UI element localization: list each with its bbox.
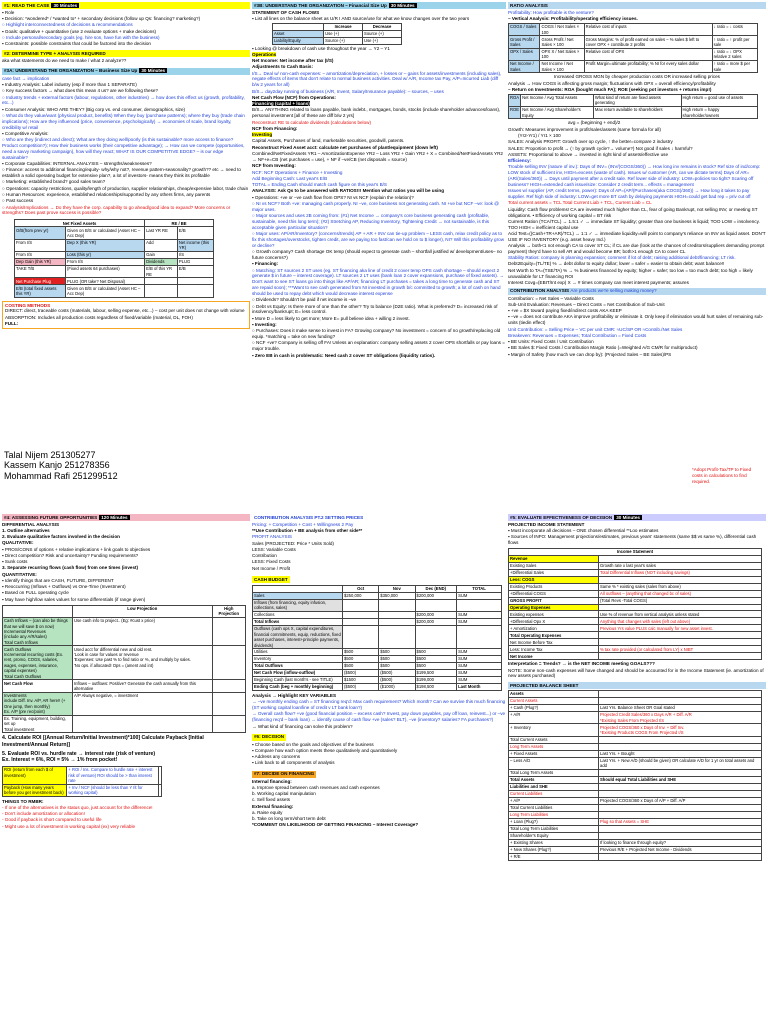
table-row: + A/R Projected Credit Sales/360 x Days A/R + Diff. A/R *Existing Sales From Projected I/S (509, 712, 762, 724)
nfa-heading: Net Fixed Assets (15, 220, 145, 227)
col-bottom-middle (252, 514, 506, 1022)
table-row: TAKE T/B (Fixed assets 64 purchases) E/B of this YR RE E/B (15, 265, 214, 277)
table-row: Long Term Assets (509, 743, 762, 750)
costing-heading: COSTING METHODS (5, 302, 51, 308)
table-row: + Existing Shares If looking to finance through equity? (509, 839, 762, 846)
table-row: Collections $200,000 SUM (253, 612, 502, 619)
table-row: GROSS PROFIT (Total Revs -Total COGS) (509, 597, 762, 604)
balance-sheet-table (508, 690, 762, 860)
table-row: Liability/Equity Source (+) Use (+) (273, 37, 402, 44)
projected-is-heading: PROJECTED INCOME STATEMENT (508, 521, 585, 527)
col-bottom-right: #5: EVALUATE EFFECTIVENESS OF DECISION 30 Minutes PROJECTED INCOME STATEMENT ▪ Must incorporate all decisions – ONE chosen differential **Loo estimates ▪ Sources of INFO: Management projections/estimates, previous years' statements (same $$ vs same %), differential cash flows Income Statement Revenue Existing Sales Growth rate x last year's sales +Differential Sales Total Differential Inflows (NOT including savings) Less: COGS Existing Products Same % * existing sales (sales from above) +Differential COGS All outflows – (anything that changed bc of sales) GROSS PROFIT (Total Revs -Total COGS) Operating Expenses Existing expenses Use % of revenue from vertical analysis unless stated +Differential Opx X Anything that changes with sales (left out above) + Amortization Previous Yrs value PLUS calc manually for new asset invest. Total Operating Expenses Net Income Before Tax Less: Income Tax % tax rate provided (or calculated from LY) x NIBT Net Income Interpretation = Trends? → is the NET INCOME meeting GOALS??? NOTE: Some non-cash expenses will have changed and should be accounted for in the Income Statement (ie. amortization of new assets purchased) PROJECTED BALANCE SHEET Assets Current Assets + Cash (Plug?) Last Yrs. Balance Sheet OR Goal stated + A/R Projected Credit Sales/360 x Days A/R + Diff. A/R *Existing Sales From Projected I/S + Inventory Projected COGS/360 x Days of Inv. + Diff Inv. *Existing Products COGS From Projected I/S Total Current Assets Long Term Assets + Fixed Assets Last Yrs. + Bought – Less A/D Last Yrs. + New A/D (should be given) OR calculate A/D for 1 yr on total assets and add Total Long Term Assets Total Assets Should equal Total Liabilities and SHE Liabilities and SHE Current Liabilities + A/P Projected COGS/360 x Days of A/P + Diff. A/P Total Current Liabilities Long Term Liabilities + Loan (Plug?) Plug so that Assets = SHE Total Long Term Liabilities Shareholder's Equity + Existing Shares If looking to finance through equity? + New Shares (Plug?) Previous R/E + Projected Net Income - Dividends + R/E (508, 514, 766, 1022)
table-row: From I/S Dep X (this YR) Add Net income (this YR) (15, 239, 214, 251)
table-row: Existing expenses Use % of revenue from vertical analysis unless stated (509, 611, 762, 618)
table-row: Less: Income Tax % tax rate provided (or calculated from LY) x NIBT (509, 646, 762, 653)
table-row: Sales $250,000 $350,000 $200,000 SUM (253, 592, 502, 599)
table-row: Cash Inflows – (can also be things that we will save $ on now) Incremental Revenues (include any A/R/sales) Total Cash Inflows Use cash info to project.. (Eg: #cust x price) (3, 617, 246, 645)
section-7-heading: #7: DECIDE ON FINANCING (254, 771, 315, 777)
scf-heading: STATEMENT OF CASH FLOWS (252, 9, 320, 15)
table-row: Utilities $500 $500 $500 SUM (253, 649, 502, 656)
table-row: Total Operating Expenses (509, 632, 762, 639)
table-row: + Inventory Projected COGS/360 x Days of Inv. + Diff Inv. *Existing Products COGS From Projected I/S (509, 724, 762, 736)
table-row: Existing Products Same % * existing sales (sales from above) (509, 583, 762, 590)
differential-table: Low Projection High Projection Cash Inflows – (can also be things that we will save $ on now) Incremental Revenues (include any A/R/sales) Total Cash Inflows Use cash info to project.. (Eg: #cust x price) Cash Outflows Incremental recurring costs (Ex. rent, promo, COGS, salaries, wages, expenses, insurance, capital expenses) Total Cash Outflows Used acct for differential new and old rent. 'Look in case for values or revenue 'Expenses: Use past % to find ratio or %, and multiply by sales. 'No ops. if allocated! Ops = (ament and int) Net Cash Flow Inflows – outflows: Positive? Generate the cash annually from this alternative Investments include Diff. Inv. A/P, AR here!! (+ One jump, then monthly) Ex. A/P (pre rec/point) A/P Always negative, = investment Ex. Training, equipment, building, set up Total investment (2, 605, 246, 734)
col-top-left (2, 2, 250, 502)
table-row: + Fixed Assets Last Yrs. + Bought (509, 750, 762, 757)
col-bottom-left: #4: ASSESSING FUTURE OPPORTUNITIES 120 Minutes DIFFERENTIAL ANALYSIS 1. Outline alternatives 2. Evaluate qualitative factors involved in the decision QUALITATIVE: ▪ PROS/CONS of options + relative implications + link goals to objectives ▪ Direct competition? Risk and uncertainty? Funding requirements? ▪ Sunk costs 3. Separate recurring flows (cash flow) from one times (invest) QUANTITATIVE: ▪ Identify things that are CASH, FUTURE, DIFFERENT ▪ Reoccurring (Inflows + Outflows) vs One-Time (Investment) ▪ Based on FULL operating cycle ▪ May have high/low sales values for some differentials (if range given) Low Projection High Projection Cash Inflows – (can also be things that we will save $ on now) Incremental Revenues (include any A/R/sales) Total Cash Inflows Use cash info to project.. (Eg: #cust x price) Cash Outflows Incremental recurring costs (Ex. rent, promo, COGS, salaries, wages, expenses, insurance, capital expenses) Total Cash Outflows Used acct for differential new and old rent. 'Look in case for values or revenue 'Expenses: Use past % to find ratio or %, and multiply by sales. 'No ops. if allocated! Ops = (ament and int) Net Cash Flow Inflows – outflows: Positive? Generate the cash annually from this alternative Investments include Diff. Inv. A/P, AR here!! (+ One jump, then monthly) Ex. A/P (pre rec/point) A/P Always negative, = investment Ex. Training, equipment, building, set up Total investment 4. Calculate ROI [(Annual Return/Initial Investment)*100] Calculate Payback [Initial Investment/Annual Return)] 5. Evaluate ROI vs. hurdle rate → interest rate (risk of venture) Ex. Interest = 6%, ROI = 5% → 1% from pocket! ROI (return from each $ of investment) + ROI / Ins. Compare to hurdle rate + interest risk of venture) ROI should be > than interest rate Payback (How many years before you get investment back) + Inv / NCF (should be less than Y Ilt for working capital) THINGS TO RMBR: - If one of the alternatives is the status quo, just account for the difference! - Don't include amortization or allocation! - Good if payback is short compared to useful life - Might use a lot of investment in working capital (ex) very reliable (2, 514, 250, 1022)
section-5-heading: #5: EVALUATE EFFECTIVENESS OF DECISION 30 Minutes (508, 514, 766, 521)
table-row: – Less A/D Last Yrs. + New A/D (should be given) OR calculate A/D for 1 yr on total assets and add (509, 757, 762, 769)
table-row: Payback (How many years before you get investment back) + Inv / NCF (should be less than Y Ilt for working capital) (3, 784, 162, 796)
ratio-body: Growth: Measures improvement in profit/sales/assets (same formula for all) (Yr2-Yr1) / Yr1 × 100 SALES: Analysis PROFIT: Growth over op cycle, ↑ the better=compare 2 industry SALES: Proportion to profit → (↑ by growth cycle?→ volume?) Not good if sales ↓ harmful? ASSETS: Proportional to above → invested in right kind of assets/effective use Efficiency: Trouble selling INV (nature of inv.): Days of INV= (INV/(COGS/360)) → How long inv remains in stock? Ref size of ind/comp: LOW stock of sufficient inv, HIGH=excess (waste of cash). Issues w/ customer (AR, can we dictate terms) Days of AR= (AR/(Sales/360)) → Days until payment after a credit sale. Ref lower side of industry: LOW=policies too tight? Scaring off business? HIGH=extended cash issue/size: Consider 2 credit term... effects = management Issues w/ supplier (AP, credit terms, power): Days of AP=(AP/(Purchases(aka COGS)/360)) → How long it takes to pay supplier. Ref high side of industry: LOW=get more BT cash by delaying payments HIGH=could get bad rep = priv cut off Total current assets = TCL Total Current Liab + TCL, Current Liab = CL Liquidity: Cash flow problems! CA are invested much higher than CL, fear of going Bankrupt, not selling INV, or meeting ST obligations. • Efficiency of working capital = BT risk Current Ration (TCA/TCL) → 1.5:1 ✓ → immediate ST liquidity; greater than one business is liquid; TOO LOW = insolvency. TOO HIGH = inefficient capital use Acid Test=((Cash+TR+AR)/TCL) → 1:1 ✓ → immediate liquidity=will point to company's reliance on INV as liquid asset. DON'T USE IF NO INVENTORY (e.g. asset heavy Ind.) Analysis → both<1 not enough CA to cover ST CL; if CL are due (look at the chances of creditors/suppliers demanding prompt payment) they'd have to sell AR and would become BR; both>1 enough CA to cover CL Stability Ratios: company is planning expansion; comment if lot of debt; raising additional debt/financing; LT risk. Debt2Equity=(TL/TE) % → debt dollar to equity dollar; lower = safer = easier to obtain debt; want balance!! Net Worth to TA=(TSE/TA) % → % business financed by equity; higher = safer; too low = too much debt; too high = likely unavailable for LT financing ROI Interest Covg=(EBIT/Int exp) X → # times company can meet interest payments; assures (508, 126, 766, 285)
table-row: ROI (return from each $ of investment) + ROI / Ins. Compare to hurdle rate + interest risk of venture) ROI should be > than interest rate (3, 766, 162, 784)
section-3a-body: case fact → implication ▪ Industry Analysis: Label industry (esp if more than 1 SEPARATE) ○ Key success factors → what does this mean 4 us? are we following these? ○ Industry trends + external factors (labour, regulations, other industries) → how does this effect us (growth, profitability, etc...) ▪ Consumer Analysis: WHO ARE THEY? (Big corp vs. end consumer, demographics, size) ○ What do they value/want (physical product, benefits) When they buy (purchase patterns); where they buy (trade chain implications); How are they influenced (price, convenience, psychologically) → economies of scale, brand loyalty, credibility w/ retail ▪ Competitive Analysis: ○ Who are they (indirect and direct); What are they doing well/poorly (is this sustainable? more access to finance? Product competition?); How their business works (their competitive advantage); → How can we compete (opportunities, need a savvy marketing campaign), how will they react; WHAT IS OUR COMPETITIVE EDGE? – is our edge sustainable? ▪ Corporate Capabilities: INTERNAL ANALYSIS – strengths/weaknesses? ○ Finance: access to additional financing/equity- why/why not?, revenue pattern-seasonality? growth?? etc → need to establish a solid operating budget for extensive plan?, a lot of investors- means they think its profitable ○ Marketing: established brand? good sales team? ○ Operations: capacity restrictions, quality/length of production, supplier relationships, cheap/expensive labor, trade chain ○ Human Resources: experience, established relationships/supported by any others firms, any parents ○ Past success ○ Analysis/Implications → Do they have the corp. capability to go ahead/good idea to expand? More concerns or strengths? Does past prove success is possible? (2, 75, 249, 216)
table-row: + A/P Projected COGS/360 x Days of A/P + Diff. A/P (509, 797, 762, 804)
table-row: Dep Gain (this YR) From I/S Dividends PLUG (15, 258, 214, 265)
section-2-text: aka what statements do we need to make / what 2 analyze?? (2, 57, 127, 63)
differential-analysis-heading: DIFFERENTIAL ANALYSIS (2, 521, 60, 527)
table-row: OPX / Sales OPX X / Net Sales × 100 Relative cost of OPX ↓ ratio = ↓ OPX relative 2 sales (509, 48, 758, 60)
table-row: +Differential COGS All outflows – (anything that changed bc of sales) (509, 590, 762, 597)
contribution-pt2-body: Pricing: + Competition + Cost + Willingness 2 Pay **Use Contribution + BE analysis from other side** PROFIT ANALYSIS Sales (PROJECTED: Price * Units Sold) LESS: Variable Costs Contribution LESS: Fixed Costs Net Income / Profit (252, 521, 363, 571)
table-row: From I/S Loss (this yr) Gain I/S (15, 251, 214, 258)
costing-methods-box: COSTING METHODS DIRECT: direct, traceable costs (materials, labour, selling expense, etc...) – cost per unit does not change with volume ABSORPTION: Includes all production costs regardless of fixed/variable (material, DL, FOH) FULL: (2, 301, 250, 330)
things-to-remember-heading: THINGS TO RMBR: (2, 799, 44, 805)
roi-payback-table (2, 766, 162, 797)
table-row: Total Inflows $200,000 SUM (253, 619, 502, 626)
cash-budget-table: Oct Nov Dec (END) TOTAL Sales $250,000 $350,000 $200,000 SUM Inflows (from financing, equity infusion, collections, sales) Collections $200,000 SUM Total Inflows $200,000 SUM Outflows (cash ops X, capital expenditures, financial commitments, equip, reductions, fixed asset purchases, interest+principle payments, dividends) Utilities $500 $500 $500 SUM Inventory $500 $500 $500 SUM Total Outflows $500 $500 $500 SUM Net Cash Flow (inflow-outflow) ($500) ($500) $199,500 SUM Beginning Cash (last month's - see TITLE) $1500 ($500) $199,000 SUM Ending Cash (beg + monthly beginning) ($500) ($1000) $198,500 Last Month (252, 585, 502, 691)
section-6-heading: #6: DECISION (254, 734, 285, 740)
table-row: Beginning Cash (last month's - see TITLE) $1500 ($500) $199,000 SUM (253, 677, 502, 684)
ratio-analysis-heading: RATIO ANALYSIS (508, 2, 766, 9)
table-row: + Amortization Previous Yrs value PLUS calc manually for new asset invest. (509, 625, 762, 632)
section-6-body: ▪ Choose based on the goals and objectives of the business ▪ Compare how each option meets these qualitatively and quantitatively ▪ Address any concerns ▪ Link back to all components of analysis (252, 741, 398, 766)
table-row: Assets (509, 691, 762, 698)
table-row: Operating Expenses (509, 604, 762, 611)
table-row: Gross Profit / Sales Gross Profit / Net Sales × 100 Gross Margins: % of profit earned on sales – % sales $ left to cover OPX + contribute 2 profits ↑ ratio = ↑ profit per sale (509, 36, 758, 48)
section-3b-heading: #3B: UNDERSTAND THE ORGANIZATION – Financial Size Up 30 Minutes (252, 2, 506, 9)
author-name: Kassem Kanjo 251278356 (4, 460, 110, 471)
table-row: Ex. Training, equipment, building, set up Total investment (3, 715, 246, 733)
scf-body: ▪ Looking @ breakdown of cash use throughout the year → Y2 – Y1 Operations Net Income: Net income after tax (I/S) Adjustments to Cash Basis: I/S→ Deal w/ non-cash expenses: – amortization/depreciation, + losses or – gains for assets/investments (including sales), negate effects of items that don't relate to normal business activities. Deal w/ A/R, Income tax Pay, A/P=Incurred Liab (diff b/w 2 years for all) B/S→ day2day running of business (A/R, Invent, Salary/Insurance payable): – sources, – uses Net Cash Flow (NCF) from Operations: Financing (capital + loans) B/S→ ANYTHING related to loans payable, bank indebt., mortgages, bonds, stocks (include shareholder advances/loans), personal investment [all of these are diff b/w 2 yrs] Reconstruct RE to calculate dividends (calculations below) NCF from Financing: Investing Capital Assets, Purchases of land, marketable securities, goodwill, patents. Reconstruct Fixed Asset acct: calculate net purchases of plant/equipment (down left) Combined/NetFixedAssets YR1 – AmortizationExpense YR2 – Loss YR2 + Gain YR2 + X = Combined/NetFixedAssets YR2 → NF+e=CB (net purchases = use), + NF if –ve/CB (net disposals = source) NCF from Investing: NCF: NCF Operations + Finance + Investing Add Beginning Cash: Last year's E/B TOTAL = Ending Cash should match cash figure on this year's B/S ANALYSIS: Ask Qs to be answered with RATIOS!!! Mention what ratios you will be using ▪ Operations: +ve or –ve cash flow from OPS? NI vs NCF (explain the relation)? ○ NI vs NCF? Both +ve: managing cash properly. NI –ve, core business not generating cash. NI +ve but NCF –ve: look @ major uses. ○ Major sources and uses 2B coming from: (#1) Net Income → company's core business generating cash (profitable, sustainable, need this long term); (#2) Stretching AP, Reducing Inventory, Tightening Credit → not sustainable, is this acceptable given particular situation? ○ Major uses: AP/AR/Inventory? (concerns/trends) AP + AR + INV can tie-up problem – LESS cash, relax credit policy as to fix this shortages/overstocks, tighten credit, are we paying too fast/can we hold on to $ longer), NI? Will this profitability grow or decline? ○ Growth company? Cash shortage OK temp (should expect to generate cash – shortfall justified w/ development/uses– no future concerns?) ▪ Financing: ○ Matching: ST sources 2 ST uses (eg. ST financing aka line of credit 2 cover temp OPS cash shortage – should expect 2 generate $ in future – interest coverage). LT sources 2 LT uses (bank loan 2 cover expansions, purchase of fixed assets). → Don't want to see ST loans go into things like AP/AR; financing LT purchases = takes a long time to generate cash and ST are repaid soon); ***Want to see cash generated from NI invested in growth b/c committed to growth; a lot of cash on hand should be used to repay debt which would decrease interest expense ○ Dividends? Shouldn't be paid if net income is –ve ○ Debt vs Equity: Is there more of one than the other? Try to balance (D2E ratio). What is preferred? D= increased risk of insolvency/bankrupt; E= less control. ▪ More D = less likely to get more; More E= pull believe idea + willing 2 invest. ▪ Investing: ○ Purchases: Does it make sense to invest in FA? Growing company? No investment = concern of no growth/replacing old equip. *matching = take on new funding? ○ NCF +ve? Company is selling off FA! Unless an explanation: company selling assets 2 cover OPS shortfalls or pay loans = major trouble. ▪ Zero EB in cash is problematic: Need cash 2 cover ST obligations (liquidity ratios). (252, 45, 505, 358)
table-row: ROA Net Income / Avg Total Assets What kind of return are fixed assets generating High return = good use of assets (509, 94, 758, 106)
table-row: Total Assets Should equal Total Liabilities and SHE (509, 776, 762, 783)
table-row: Net Income / Sales Net Income / Net Sales × 100 Profit Margin=ultimate profitability; % NI for every sales dollar ↑ ratio = more $ per sale (509, 61, 758, 73)
table-row: Current Assets (509, 698, 762, 705)
table-row: Ending Cash (beg + monthly beginning) ($500) ($1000) $198,500 Last Month (253, 684, 502, 691)
table-row: Revenue (509, 555, 762, 562)
cash-budget-heading: CASH BUDGET (254, 576, 288, 582)
roi-ratio-table (508, 94, 758, 120)
table-row: Less: COGS (509, 576, 762, 583)
table-row: Net Income (509, 653, 762, 660)
table-row: + New Shares (Plug?) Previous R/E + Projected Net Income - Dividends (509, 846, 762, 853)
table-row: Total Long Term Assets (509, 770, 762, 777)
income-statement-table: Income Statement Revenue Existing Sales Growth rate x last year's sales +Differential Sales Total Differential Inflows (NOT including savings) Less: COGS Existing Products Same % * existing sales (sales from above) +Differential COGS All outflows – (anything that changed bc of sales) GROSS PROFIT (Total Revs -Total COGS) Operating Expenses Existing expenses Use % of revenue from vertical analysis unless stated +Differential Opx X Anything that changes with sales (left out above) + Amortization Previous Yrs value PLUS calc manually for new asset invest. Total Operating Expenses Net Income Before Tax Less: Income Tax % tax rate provided (or calculated from LY) x NIBT Net Income (508, 548, 762, 661)
table-row: Net Income Before Tax (509, 639, 762, 646)
table-row: Liabilities and SHE (509, 783, 762, 790)
section-1-body: ▪ Role ▪ Decision: *wondered* / *wanted to* + secondary decisions (follow up Qs: financing? marketing?) ○ Highlight interconnectedness of decisions & recommendations ▪ Goals: qualitative + quantitative (use 2 evaluate options + make decisions) ○ Include personal/secondary goals (eg. hire son, have fun with the business) ▪ Constraints: possible constraints that could be factored into the decision (2, 9, 201, 47)
table-row: Total Outflows $500 $500 $500 SUM (253, 663, 502, 670)
table-row: Total Long Term Liabilities (509, 825, 762, 832)
col-top-middle: #3B: UNDERSTAND THE ORGANIZATION – Financial Size Up 30 Minutes STATEMENT OF CASH FLOWS ▪ List all lines on the balance sheet as U/R I AND source/use for what we know changes over the two years Increase Decrease Asset Use (+) Source (+) Liability/Equity Source (+) Use (+) ▪ Looking @ breakdown of cash use throughout the year → Y2 – Y1 Operations Net Income: Net income after tax (I/S) Adjustments to Cash Basis: I/S→ Deal w/ non-cash expenses: – amortization/depreciation, + losses or – gains for assets/investments (including sales), negate effects of items that don't relate to normal business activities. Deal w/ A/R, Income tax Pay, A/P=Incurred Liab (diff b/w 2 years for all) B/S→ day2day running of business (A/R, Invent, Salary/Insurance payable): – sources, – uses Net Cash Flow (NCF) from Operations: Financing (capital + loans) B/S→ ANYTHING related to loans payable, bank indebt., mortgages, bonds, stocks (include shareholder advances/loans), personal investment [all of these are diff b/w 2 yrs] Reconstruct RE to calculate dividends (calculations below) NCF from Financing: Investing Capital Assets, Purchases of land, marketable securities, goodwill, patents. Reconstruct Fixed Asset acct: calculate net purchases of plant/equipment (down left) Combined/NetFixedAssets YR1 – AmortizationExpense YR2 – Loss YR2 + Gain YR2 + X = Combined/NetFixedAssets YR2 → NF+e=CB (net purchases = use), + NF if –ve/CB (net disposals = source) NCF from Investing: NCF: NCF Operations + Finance + Investing Add Beginning Cash: Last year's E/B TOTAL = Ending Cash should match cash figure on this year's B/S ANALYSIS: Ask Qs to be answered with RATIOS!!! Mention what ratios you will be using ▪ Operations: +ve or –ve cash flow from OPS? NI vs NCF (explain the relation)? ○ NI vs NCF? Both +ve: managing cash properly. NI –ve, core business not generating cash. NI +ve but NCF –ve: look @ major uses. ○ Major sources and uses 2B coming from: (#1) Net Income → company's core business generating cash (profitable, sustainable, need this long term); (#2) Stretching AP, Reducing Inventory, Tightening Credit → not sustainable, is this acceptable given particular situation? ○ Major uses: AP/AR/Inventory? (concerns/trends) AP + AR + INV can tie-up problem – LESS cash, relax credit policy as to fix this shortages/overstocks, tighten credit, are we paying too fast/can we hold on to $ longer), NI? Will this profitability grow or decline? ○ Growth company? Cash shortage OK temp (should expect to generate cash – shortfall justified w/ development/uses– no future concerns?) ▪ Financing: ○ Matching: ST sources 2 ST uses (eg. ST financing aka line of credit 2 cover temp OPS cash shortage – should expect 2 generate $ in future – interest coverage). LT sources 2 LT uses (bank loan 2 cover expansions, purchase of fixed assets). → Don't want to see ST loans go into things like AP/AR; financing LT purchases = takes a long time to generate cash and ST are repaid soon); ***Want to see cash generated from NI invested in growth b/c committed to growth; a lot of cash on hand should be used to repay debt which would decrease interest expense ○ Dividends? Shouldn't be paid if net income is –ve ○ Debt vs Equity: Is there more of one than the other? Try to balance (D2E ratio). What is preferred? D= increased risk of insolvency/bankrupt; E= less control. ▪ More D = less likely to get more; More E= pull believe idea + willing 2 invest. ▪ Investing: ○ Purchases: Does it make sense to invest in FA? Growing company? No investment = concern of no growth/replacing old equip. *matching = take on new funding? ○ NCF +ve? Company is selling off FA! Unless an explanation: company selling assets 2 cover OPS shortfalls or pay loans = major trouble. ▪ Zero EB in cash is problematic: Need cash 2 cover ST obligations (liquidity ratios). (252, 2, 505, 358)
contribution-heading: CONTRIBUTION ANALYSIS Are products we're selling making money? (508, 288, 766, 295)
section-3a-heading: #3A: UNDERSTAND THE ORGANIZATION – Business Size Up 30 Minutes (2, 68, 250, 75)
table-row: Investments include Diff. Inv. A/P, AR here!! (+ One jump, then monthly) Ex. A/P (pre rec/point) A/P Always negative, = investment (3, 692, 246, 715)
table-row: Inflows (from financing, equity infusion, collections, sales) (253, 599, 502, 611)
author-name: Talal Nijem 251305277 (4, 450, 96, 460)
table-row: + Cash (Plug?) Last Yrs. Balance Sheet OR Goal stated (509, 705, 762, 712)
col-top-right: RATIO ANALYSIS Profitability: How profitable is the venture? – Vertical Analysis: Profitability/operating efficiency issues. COGS / Sales COGS / Net Sales × 100 Relative cost of inputs ↓ ratio = ↓ costs Gross Profit / Sales Gross Profit / Net Sales × 100 Gross Margins: % of profit earned on sales – % sales $ left to cover OPX + contribute 2 profits ↑ ratio = ↑ profit per sale OPX / Sales OPX X / Net Sales × 100 Relative cost of OPX ↓ ratio = ↓ OPX relative 2 sales Net Income / Sales Net Income / Net Sales × 100 Profit Margin=ultimate profitability; % NI for every sales dollar ↑ ratio = more $ per sale Increased GROSS MGN by cheaper production costs OR increased selling prices Analysis → How COGS is affecting gross margin; fluctuations with OPX = overall efficiency/profitability – Return on Investments: ROA (bought much FA); ROE (seeking pot investors + returns imp!) ROA Net Income / Avg Total Assets What kind of return are fixed assets generating High return = good use of assets ROE Net Income / Avg Shareholder's Equity Max return available to shareholders High return = happy shareholder/owners avg = (beginning + end)/2 Growth: Measures improvement in profit/sales/assets (same formula for all) (Yr2-Yr1) / Yr1 × 100 SALES: Analysis PROFIT: Growth over op cycle, ↑ the better=compare 2 industry SALES: Proportion to profit → (↑ by growth cycle?→ volume?) Not good if sales ↓ harmful? ASSETS: Proportional to above → invested in right kind of assets/effective use Efficiency: Trouble selling INV (nature of inv.): Days of INV= (INV/(COGS/360)) → How long inv remains in stock? Ref size of ind/comp: LOW stock of sufficient inv, HIGH=excess (waste of cash). Issues w/ customer (AR, can we dictate terms) Days of AR= (AR/(Sales/360)) → Days until payment after a credit sale. Ref lower side of industry: LOW=policies too tight? Scaring off business? HIGH=extended cash issue/size: Consider 2 credit term... effects = management Issues w/ supplier (AP, credit terms, power): Days of AP=(AP/(Purchases(aka COGS)/360)) → How long it takes to pay supplier. Ref high side of industry: LOW=get more BT cash by delaying payments HIGH=could get bad rep = priv cut off Total current assets = TCL Total Current Liab + TCL, Current Liab = CL Liquidity: Cash flow problems! CA are invested much higher than CL, fear of going Bankrupt, not selling INV, or meeting ST obligations. • Efficiency of working capital = BT risk Current Ration (TCA/TCL) → 1.5:1 ✓ → immediate ST liquidity; greater than one business is liquid; TOO LOW = insolvency. TOO HIGH = inefficient capital use Acid Test=((Cash+TR+AR)/TCL) → 1:1 ✓ → immediate liquidity=will point to company's reliance on INV as liquid asset. DON'T USE IF NO INVENTORY (e.g. asset heavy Ind.) Analysis → both<1 not enough CA to cover ST CL; if CL are due (look at the chances of creditors/suppliers demanding prompt payment) they'd have to sell AR and would become BR; both>1 enough CA to cover CL Stability Ratios: company is planning expansion; comment if lot of debt; raising additional debt/financing; LT risk. Debt2Equity=(TL/TE) % → debt dollar to equity dollar; lower = safer = easier to obtain debt; want balance!! Net Worth to TA=(TSE/TA) % → % business financed by equity; higher = safer; too low = too much debt; too high = likely unavailable for LT financing ROI Interest Covg=(EBIT/Int exp) X → # times company can meet interest payments; assures CONTRIBUTION ANALYSIS Are products we're selling making money? Contribution: = Net Sales – Variable Costs Sub-Unit Evaluation: Revenues – Direct Costs = Net Contribution of Sub-Unit ▪ +ve = $X toward paying fixed/indirect costs AKA KEEP ▪ –ve = does not contribute AKA improve profitability or eliminate it. Only keep if elimination would hurt sales of remaining sub-units (tiedin effect) Unit Contribution: = Selling Price – VC per unit CMR: ≈UC/SP OR ≈Contrib./Net Sales Breakeven: Revenues = Expenses; Total Contribution = Fixed Costs ▪ BE Units: Fixed Costs / Unit Contribution ▪ BE Sales $: Fixed Costs / Contribution Margin Ratio (=Weighted A/G CM/R for multiproduct) ▪ Margin of Safety (how much we can drop by): (Projected Sales – BE Sales)/PS *Adopt Profit-Tax/TP to Fixed costs in calculations to find required. (508, 2, 766, 484)
section-7-body: Internal financing: a. Improve spread between cash revenues and cash expenses b. Working capital manipulation c. Sell fixed assets External financing: a. Raise equity b. Take on long term/short term debt *COMMENT ON LIKELIHOOD OF GETTING FINANCING – Interest Coverage? (252, 778, 419, 828)
table-row: Shareholder's Equity (509, 832, 762, 839)
table-row: Cash Outflows Incremental recurring costs (Ex. rent, promo, COGS, salaries, wages, expenses, insurance, capital expenses) Total Cash Outflows Used acct for differential new and old rent. 'Look in case for values or revenue 'Expenses: Use past % to find ratio or %, and multiply by sales. 'No ops. if allocated! Ops = (ament and int) (3, 646, 246, 680)
table-row: Total Current Assets (509, 736, 762, 743)
differential-body: 1. Outline alternatives 2. Evaluate qualitative factors involved in the decision QUALITATIVE: ▪ PROS/CONS of options + relative implications + link goals to objectives ▪ Direct competition? Risk and uncertainty? Funding requirements? ▪ Sunk costs 3. Separate recurring flows (cash flow) from one times (invest) QUANTITATIVE: ▪ Identify things that are CASH, FUTURE, DIFFERENT ▪ Reoccurring (Inflows + Outflows) vs One-Time (Investment) ▪ Based on FULL operating cycle ▪ May have high/low sales values for some differentials (if range given) (2, 527, 151, 602)
things-to-remember-body: - If one of the alternatives is the status quo, just account for the difference! - Don't include amortization or allocation! - Good if payback is short compared to useful life - Might use a lot of investment in working capital (ex) very reliable (2, 804, 153, 829)
source-use-table: Increase Decrease Asset Use (+) Source (+) Liability/Equity Source (+) Use (+) (272, 23, 402, 45)
table-row: Existing Sales Growth rate x last year's sales (509, 562, 762, 569)
projected-bs-heading: PROJECTED BALANCE SHEET (508, 682, 766, 689)
table-row: +Differential Opx X Anything that changes with sales (left out above) (509, 618, 762, 625)
table-row: Long Term Liabilities (509, 811, 762, 818)
table-row: COGS / Sales COGS / Net Sales × 100 Relative cost of inputs ↓ ratio = ↓ costs (509, 24, 758, 36)
table-row: Net Purchase Plug PLUG (OR take? Net Disposal) (15, 278, 214, 285)
section-2-heading: #2: DETERMINE TYPE + ANALYSIS REQUIRED (2, 50, 250, 57)
table-row: O/B(from prev yr) Given on B/S or calculated (Asset HC – Acc Dep) Last YR RE E/B (15, 227, 214, 239)
table-row: Asset Use (+) Source (+) (273, 30, 402, 37)
cash-budget-analysis: Analysis → Highlight KEY VARIABLES → –ve monthly ending cash = ST financing req'd: Max cash requirement? Which month? Can we survive this much financing (ST working capital loan/line of credit v LT bank loan?) → Overall cash flow? +ve (good financial position – excess cash? Invest, pay down payables, pay off loan, reinvest...) or –ve (financing req'd – bank loan) → identify cause of cash flow +ve (sales? BLT), –ve (inventory? salaries? FA purchases?) → What kind of financing can solve this problem? (252, 693, 506, 729)
author-names (4, 450, 204, 481)
table-row: Outflows (cash ops X, capital expenditures, financial commitments, equip, reductions, fixed asset purchases, interest+principle payments, dividends) (253, 626, 502, 649)
table-row: +Differential Sales Total Differential Inflows (NOT including savings) (509, 569, 762, 576)
table-row: + R/E (509, 853, 762, 860)
table-row: Inventory $500 $500 $500 SUM (253, 656, 502, 663)
table-row: Net Cash Flow Inflows – outflows: Positive? Generate the cash annually from this alternative (3, 680, 246, 692)
contribution-pt2-heading: CONTRIBUTION ANALYSIS PT.2 SETTING PRICES (254, 514, 364, 520)
contribution-side-note: *Adopt Profit-Tax/TP to Fixed costs in calculations to find required. (692, 467, 752, 484)
profitability-ratio-table (508, 23, 758, 73)
section-4-heading: #4: ASSESSING FUTURE OPPORTUNITIES 120 Minutes (2, 514, 250, 521)
fixed-assets-re-table (14, 219, 214, 297)
author-name: Mohammad Rafi 251299512 (4, 470, 118, 481)
table-row: Current Liabilities (509, 790, 762, 797)
re-heading: RE / BE (145, 220, 214, 227)
table-row: ROE Net Income / Avg Shareholder's Equity Max return available to shareholders High return = happy shareholder/owners (509, 107, 758, 119)
table-row: E/B (total fixed assets this YR) Given on B/S or calculated (Asset HC – Acc Dep) (15, 285, 214, 297)
table-row: Total Current Liabilities (509, 804, 762, 811)
table-row: + Loan (Plug?) Plug so that Assets = SHE (509, 818, 762, 825)
table-row: Net Cash Flow (inflow-outflow) ($500) ($500) $199,500 SUM (253, 670, 502, 677)
contribution-body: Contribution: = Net Sales – Variable Costs Sub-Unit Evaluation: Revenues – Direct Costs = Net Contribution of Sub-Unit ▪ +ve = $X toward paying fixed/indirect costs AKA KEEP ▪ –ve = does not contribute AKA improve profitability or eliminate it. Only keep if elimination would hurt sales of remaining sub-units (tiedin effect) Unit Contribution: = Selling Price – VC per unit CMR: ≈UC/SP OR ≈Contrib./Net Sales Breakeven: Revenues = Expenses; Total Contribution = Fixed Costs ▪ BE Units: Fixed Costs / Unit Contribution ▪ BE Sales $: Fixed Costs / Contribution Margin Ratio (=Weighted A/G CM/R for multiproduct) ▪ Margin of Safety (how much we can drop by): (Projected Sales – BE Sales)/PS (508, 295, 764, 357)
section-1-heading: #1: READ THE CASE 30 Minutes (2, 2, 250, 9)
